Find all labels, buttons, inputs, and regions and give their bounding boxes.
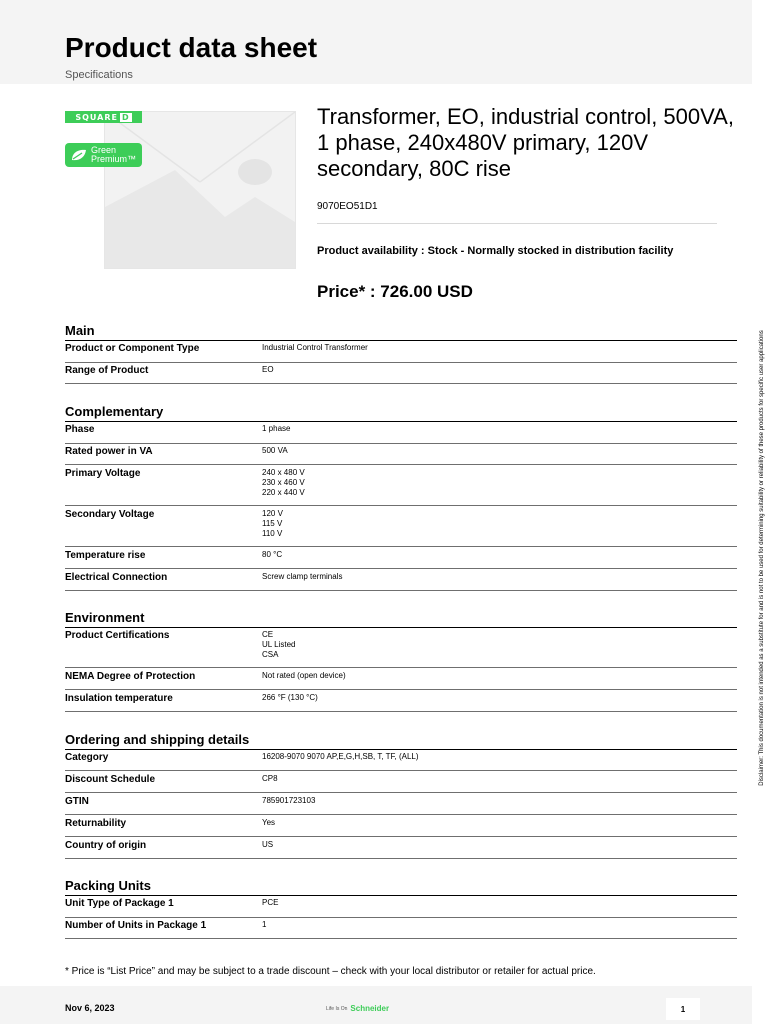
footer-company: Schneider — [350, 1004, 390, 1013]
spec-label: Country of origin — [65, 840, 147, 851]
page-header — [0, 0, 752, 84]
spec-value — [262, 796, 315, 806]
spec-value — [262, 468, 305, 498]
spec-row — [65, 465, 737, 506]
spec-row — [65, 547, 737, 569]
product-title: Transformer, EO, industrial control, 500VA, 1 phase, 240x480V primary, 120V secondary, 80C rise — [317, 104, 734, 181]
spec-value-line: Screw clamp terminals — [262, 572, 343, 581]
spec-label: GTIN — [65, 796, 89, 807]
section-title: Packing Units — [65, 878, 151, 893]
section-title: Environment — [65, 610, 145, 625]
spec-label: Range of Product — [65, 365, 149, 376]
spec-value-line: Industrial Control Transformer — [262, 343, 368, 352]
spec-value-line: 115 V — [262, 519, 283, 528]
spec-row — [65, 668, 737, 690]
page-subtitle: Specifications — [65, 69, 133, 81]
spec-value — [262, 898, 278, 908]
spec-value-line: 785901723103 — [262, 796, 316, 805]
badge-line2: Premium™ — [91, 154, 137, 164]
spec-row — [65, 443, 737, 465]
section-title: Main — [65, 323, 95, 338]
spec-value — [262, 818, 275, 828]
disclaimer-text: Disclaimer: This documentation is not intended as a substitute for and is not to be used for determining suitability or reliability of these products for specific user applications — [759, 330, 765, 786]
spec-value-line: 1 — [262, 920, 267, 929]
spec-value-line: 120 V — [262, 509, 283, 518]
schneider-logo — [326, 1004, 389, 1013]
image-placeholder-icon — [105, 112, 295, 268]
spec-row — [65, 837, 737, 859]
spec-label: Phase — [65, 424, 95, 435]
product-code: 9070EO51D1 — [317, 201, 378, 212]
spec-value-line: Yes — [262, 818, 276, 827]
product-availability: Product availability : Stock - Normally stocked in distribution facility — [317, 245, 674, 257]
leaf-icon — [70, 148, 88, 162]
spec-row — [65, 815, 737, 837]
spec-value — [262, 920, 266, 930]
spec-row — [65, 895, 737, 918]
spec-label: Returnability — [65, 818, 127, 829]
spec-row — [65, 421, 737, 444]
page-number: 1 — [666, 998, 700, 1020]
green-premium-badge — [65, 143, 142, 167]
spec-value — [262, 671, 346, 681]
spec-value — [262, 446, 288, 456]
spec-value-line: 500 VA — [262, 446, 288, 455]
spec-value — [262, 365, 274, 375]
footer-tagline: Life Is On — [326, 1005, 348, 1012]
section-title: Ordering and shipping details — [65, 732, 250, 747]
spec-value-line: EO — [262, 365, 274, 374]
spec-row — [65, 690, 737, 712]
product-price: Price* : 726.00 USD — [317, 282, 473, 301]
spec-label: Electrical Connection — [65, 572, 168, 583]
spec-value-line: 16208-9070 9070 AP,E,G,H,SB, T, TF, (ALL) — [262, 752, 419, 761]
spec-value-line: 80 °C — [262, 550, 283, 559]
spec-value — [262, 424, 290, 434]
spec-label: Number of Units in Package 1 — [65, 920, 207, 931]
spec-value — [262, 572, 342, 582]
spec-value — [262, 840, 273, 850]
spec-value — [262, 550, 282, 560]
spec-row — [65, 340, 737, 363]
spec-row — [65, 569, 737, 591]
spec-value — [262, 752, 419, 762]
spec-label: Discount Schedule — [65, 774, 156, 785]
spec-value-line: UL Listed — [262, 640, 296, 649]
spec-row — [65, 362, 737, 384]
spec-value-line: PCE — [262, 898, 279, 907]
spec-label: NEMA Degree of Protection — [65, 671, 196, 682]
badge-line1: Green — [91, 145, 117, 155]
spec-label: Insulation temperature — [65, 693, 173, 704]
spec-row — [65, 917, 737, 939]
spec-row — [65, 793, 737, 815]
spec-value — [262, 509, 283, 539]
spec-value-line: 1 phase — [262, 424, 291, 433]
spec-value — [262, 630, 296, 660]
spec-value — [262, 693, 318, 703]
brand-logo: SQUARE D — [65, 111, 142, 123]
spec-value-line: CSA — [262, 650, 279, 659]
spec-value-line: 110 V — [262, 529, 283, 538]
spec-label: Rated power in VA — [65, 446, 153, 457]
spec-label: Product or Component Type — [65, 343, 200, 354]
spec-label: Primary Voltage — [65, 468, 141, 479]
spec-value — [262, 343, 368, 353]
spec-value-line: 230 x 460 V — [262, 478, 305, 487]
footer-date: Nov 6, 2023 — [65, 1003, 115, 1013]
spec-row — [65, 627, 737, 668]
spec-row — [65, 749, 737, 771]
spec-value-line: CE — [262, 630, 274, 639]
spec-value-line: US — [262, 840, 274, 849]
spec-label: Category — [65, 752, 109, 763]
page-title: Product data sheet — [65, 32, 318, 63]
spec-value-line: 240 x 480 V — [262, 468, 305, 477]
spec-value — [262, 774, 278, 784]
spec-value-line: CP8 — [262, 774, 278, 783]
spec-row — [65, 771, 737, 793]
spec-label: Secondary Voltage — [65, 509, 155, 520]
price-footnote: * Price is “List Price” and may be subject to a trade discount – check with your local distributor or retailer for actual price. — [65, 966, 596, 977]
spec-label: Temperature rise — [65, 550, 146, 561]
spec-value-line: 220 x 440 V — [262, 488, 305, 497]
spec-value-line: Not rated (open device) — [262, 671, 346, 680]
spec-row — [65, 506, 737, 547]
product-image-placeholder — [104, 111, 296, 269]
section-title: Complementary — [65, 404, 164, 419]
spec-value-line: 266 °F (130 °C) — [262, 693, 318, 702]
spec-label: Product Certifications — [65, 630, 170, 641]
divider — [317, 223, 717, 224]
spec-label: Unit Type of Package 1 — [65, 898, 174, 909]
